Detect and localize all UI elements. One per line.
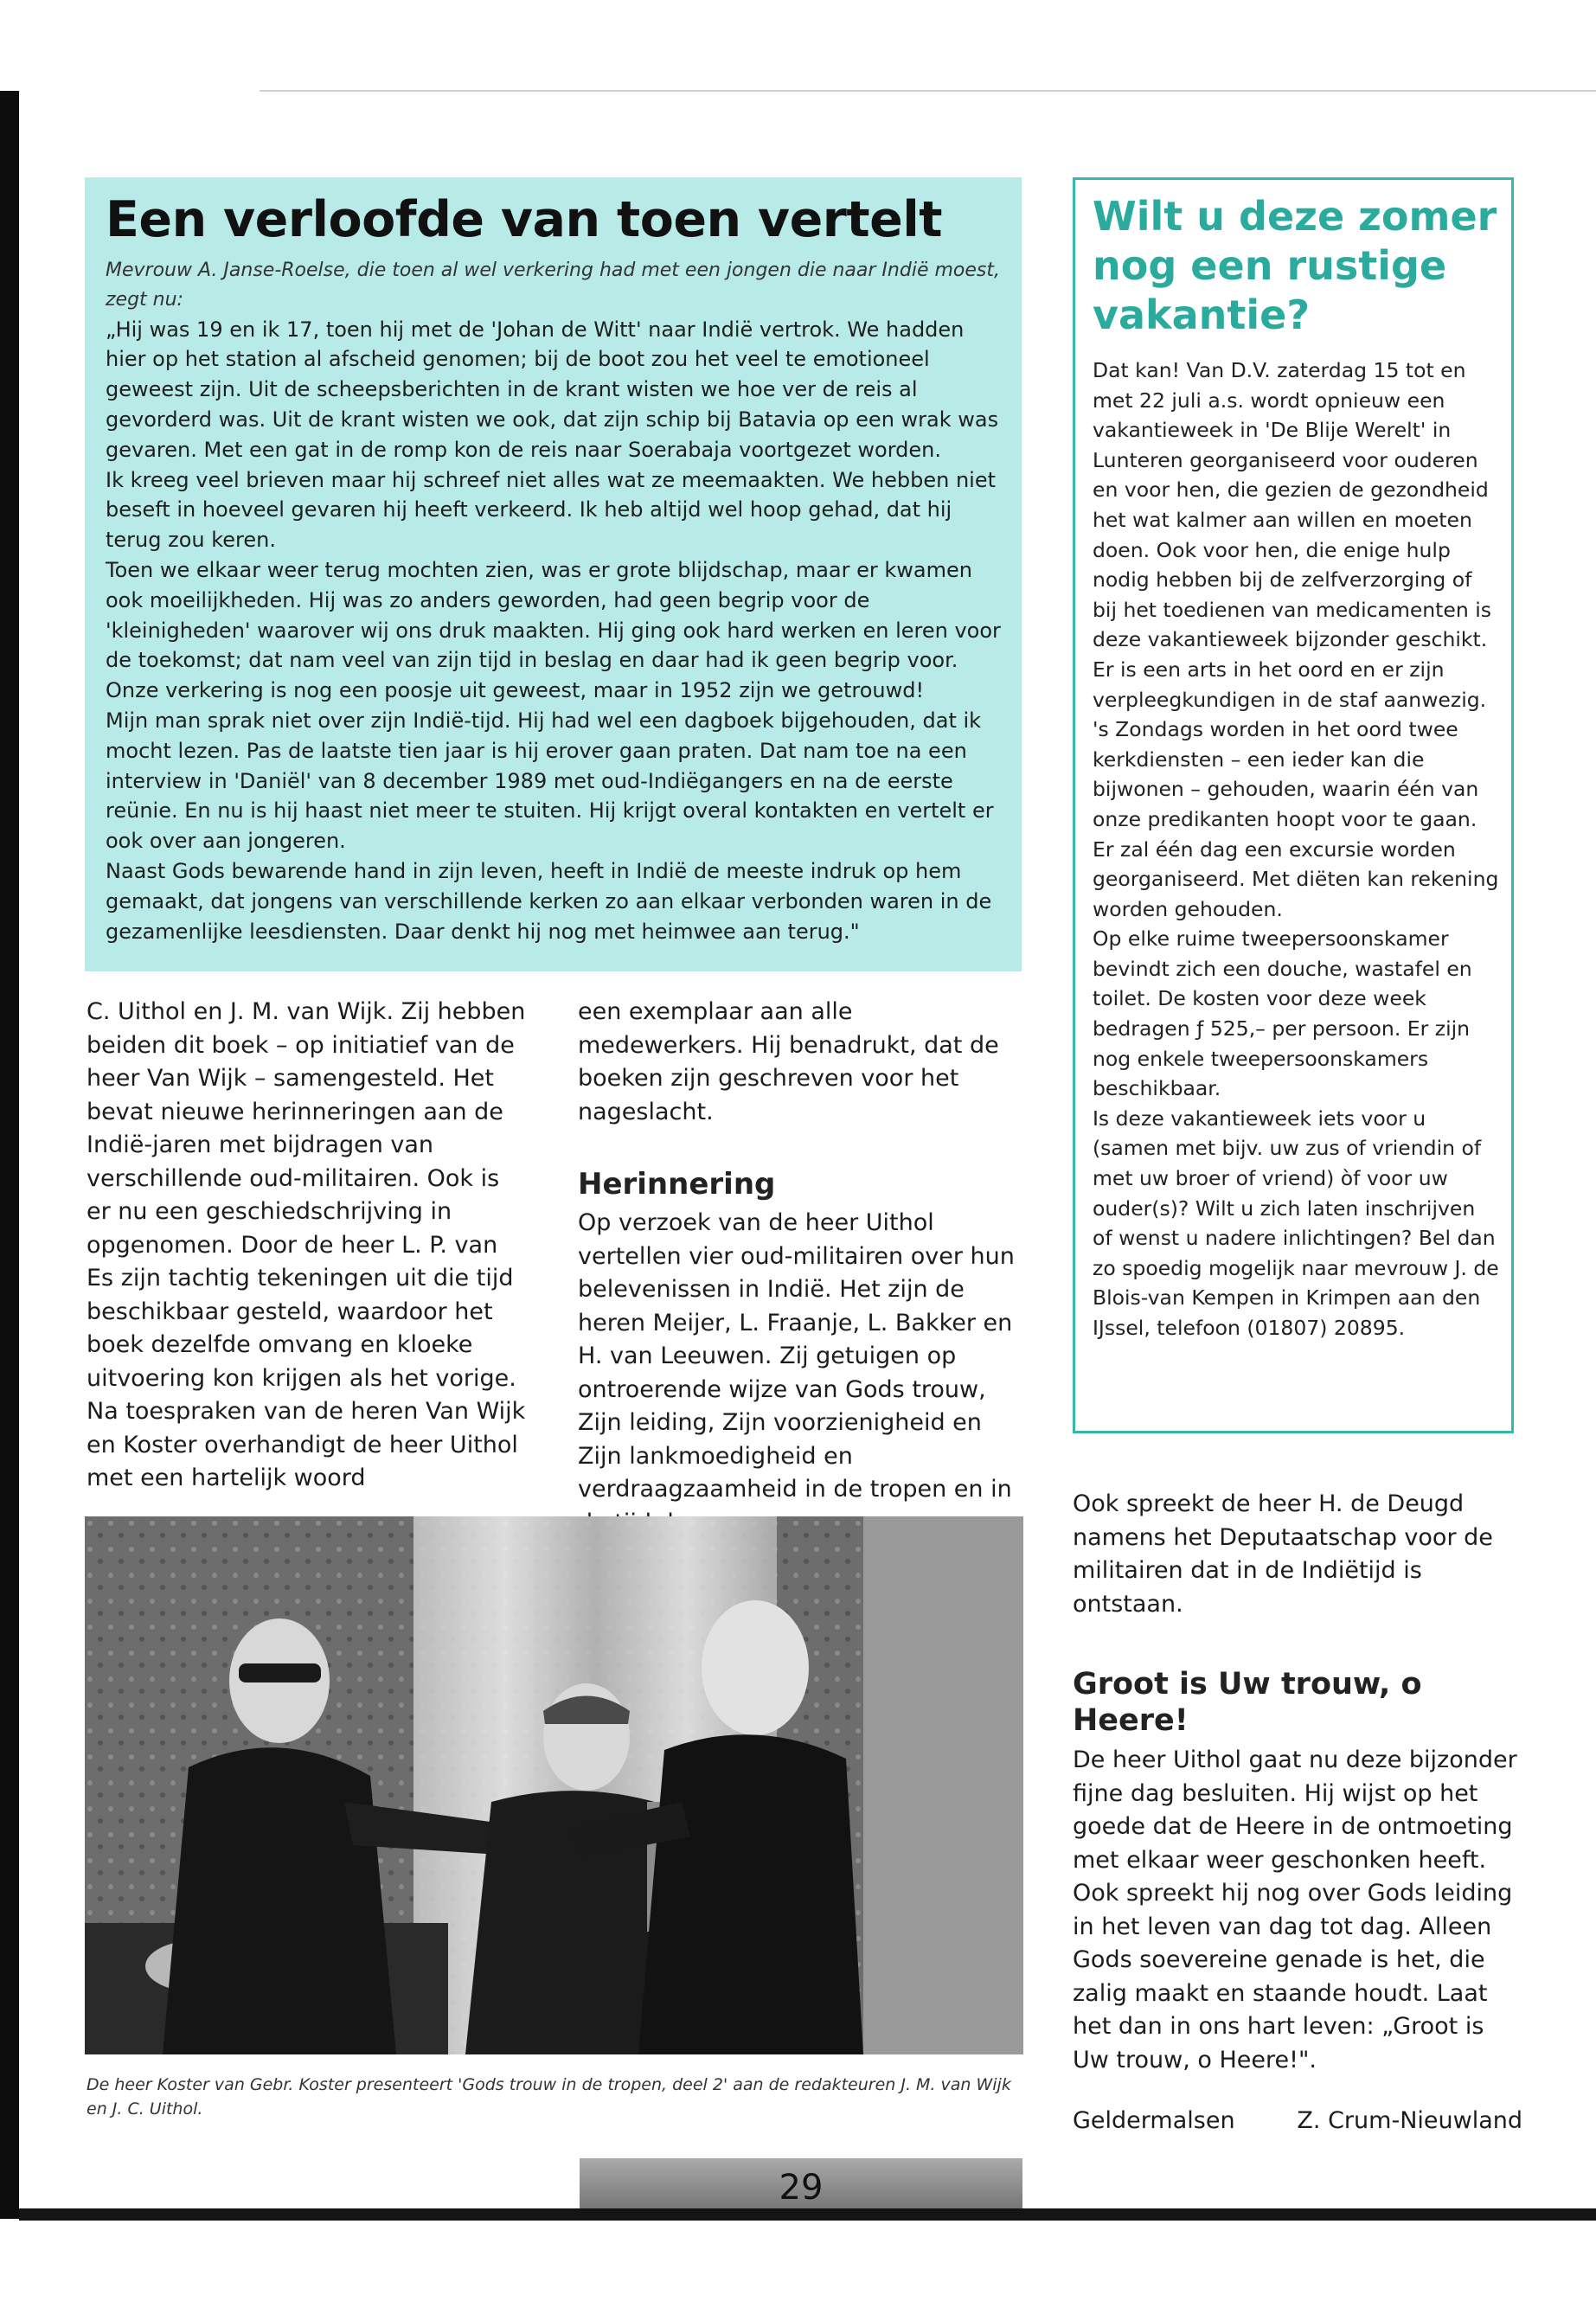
box-paragraph: Onze verkering is nog een poosje uit geweest, maar in 1952 zijn we getrouwd! <box>106 678 925 703</box>
box-paragraph: Naast Gods bewarende hand in zijn leven, heeft in Indië de meeste indruk op hem gemaakt, dat jongens van verschillende kerken zo aan elkaar verbonden waren in de gezamenlijke leesdiensten. Daar denkt hij nog met heimwee aan terug." <box>106 859 992 944</box>
article-column-1 <box>87 996 528 1496</box>
signature <box>1073 2105 1522 2138</box>
article-text: Ook spreekt de heer H. de Deugd namens het Deputaatschap voor de militairen dat in de Indiëtijd is ontstaan. <box>1073 1490 1493 1618</box>
highlight-box-fiancee <box>85 177 1022 971</box>
page-number: 29 <box>779 2168 824 2208</box>
article-column-3 <box>1073 1488 1522 2138</box>
scan-left-edge <box>0 91 19 2219</box>
box-title: Een verloofde van toen vertelt <box>106 191 943 248</box>
article-text: De heer Uithol gaat nu deze bijzonder fijne dag besluiten. Hij wijst op het goede dat de Heere in de ontmoeting met elkaar weer geschonken heeft. Ook spreekt hij nog over Gods leiding in het leven van dag tot dag. Alleen Gods soevereine genade is het, die zalig maakt en staande houdt. Laat het dan in ons hart leven: „Groot is Uw trouw, o Heere!". <box>1073 1747 1517 2073</box>
presentation-photo <box>85 1516 1023 2054</box>
signature-place: Geldermalsen <box>1073 2107 1235 2134</box>
box-paragraph: Ik kreeg veel brieven maar hij schreef niet alles wat ze meemaakten. We hebben niet beseft in hoeveel gevaren hij heeft verkeerd. Ik heb altijd wel hoop gehad, dat hij terug zou keren. <box>106 467 996 553</box>
scan-bottom-edge <box>19 2208 1596 2221</box>
box-paragraph: „Hij was 19 en ik 17, toen hij met de 'Johan de Witt' naar Indië vertrok. We hadden hier op het station al afscheid genomen; bij de boot zou het veel te emotioneel geweest zijn. Uit de scheepsberichten in de krant wisten we hoe ver de reis al gevorderd was. Uit de krant wisten we ook, dat zijn schip bij Batavia op een wrak was gevaren. Met een gat in de romp kon de reis naar Soerabaja voortgezet worden. <box>106 317 999 462</box>
sidebar-vacation-box <box>1073 177 1514 1433</box>
article-text: een exemplaar aan alle medewerkers. Hij benadrukt, dat de boeken zijn geschreven voor het nageslacht. <box>578 998 999 1125</box>
sidebar-title: Wilt u deze zomer nog een rustige vakantie? <box>1093 193 1497 338</box>
sidebar-paragraph: Dat kan! Van D.V. zaterdag 15 tot en met 22 juli a.s. wordt opnieuw een vakantieweek in 'De Blije Werelt' in Lunteren georganiseerd voor ouderen en voor hen, die gezien de gezondheid het wat kalmer aan willen en moeten doen. Ook voor hen, die enige hulp nodig hebben bij de zelfverzorging of bij het toedienen van medicamenten is deze vakantieweek bijzonder geschikt. <box>1093 358 1491 652</box>
groot-heading: Groot is Uw trouw, o Heere! <box>1073 1667 1422 1738</box>
box-paragraph: Mijn man sprak niet over zijn Indië-tijd. Hij had wel een dagboek bijgehouden, dat ik mocht lezen. Pas de laatste tien jaar is hij erover gaan praten. Dat nam toe na een interview in 'Daniël' van 8 december 1989 met oud-Indiëgangers en na de eerste reünie. En nu is hij haast niet meer te stuiten. Hij krijgt overal kontakten en vertelt er ook over aan jongeren. <box>106 708 994 854</box>
photo-illustration <box>85 1516 1023 2054</box>
signature-name: Z. Crum-Nieuwland <box>1297 2107 1522 2134</box>
sidebar-paragraph: Er is een arts in het oord en er zijn verpleegkundigen in de staf aanwezig. 's Zondags worden in het oord twee kerkdiensten – een ieder kan die bijwonen – gehouden, waarin één van onze predikanten hoopt voor te gaan. Er zal één dag een excursie worden georganiseerd. Met diëten kan rekening worden gehouden. <box>1093 657 1499 921</box>
scan-top-edge <box>260 90 1596 92</box>
photo-caption: De heer Koster van Gebr. Koster presenteert 'Gods trouw in de tropen, deel 2' aan de redakteuren J. M. van Wijk en J. C. Uithol. <box>87 2075 1011 2118</box>
article-column-2 <box>578 996 1023 1540</box>
herinnering-heading: Herinnering <box>578 1167 776 1202</box>
box-paragraph: Toen we elkaar weer terug mochten zien, was er grote blijdschap, maar er kwamen ook moeilijkheden. Hij was zo anders geworden, had geen begrip voor de 'kleinigheden' waarover wij ons druk maakten. Hij ging ook hard werken en leren voor de toekomst; dat nam veel van zijn tijd in beslag en daar had ik geen begrip voor. <box>106 558 1001 673</box>
sidebar-paragraph: Is deze vakantieweek iets voor u (samen met bijv. uw zus of vriendin of met uw broer of vriend) òf voor uw ouder(s)? Wilt u zich laten inschrijven of wenst u nadere inlichtingen? Bel dan zo spoedig mogelijk naar mevrouw J. de Blois-van Kempen in Krimpen aan den IJssel, telefoon (01807) 20895. <box>1093 1106 1499 1340</box>
box-intro: Mevrouw A. Janse-Roelse, die toen al wel verkering had met een jongen die naar Indië moest, zegt nu: <box>106 259 1000 311</box>
sidebar-paragraph: Op elke ruime tweepersoonskamer bevindt zich een douche, wastafel en toilet. De kosten voor deze week bedragen ƒ 525,– per persoon. Er zijn nog enkele tweepersoonskamers beschikbaar. <box>1093 926 1472 1101</box>
article-text: Op verzoek van de heer Uithol vertellen vier oud-militairen over hun belevenissen in Indië. Het zijn de heren Meijer, L. Fraanje, L. Bakker en H. van Leeuwen. Zij getuigen op ontroerende wijze van Gods trouw, Zijn leiding, Zijn voorzienigheid en Zijn lankmoedigheid en verdraagzaamheid in de tropen en in <box>578 1209 1015 1503</box>
article-text: C. Uithol en J. M. van Wijk. Zij hebben beiden dit boek – op initiatief van de heer Van Wijk – samengesteld. Het bevat nieuwe herinneringen aan de Indië-jaren met bijdragen van verschillende oud-militairen. Ook is er nu een geschiedschrijving in opgenomen. Door de heer L. P. van Es zijn tachtig tekeningen uit die tijd beschikbaar gesteld, waardoor het boek dezelfde omvang en kloeke uitvoering kon krijgen als het vorige. Na toespraken van de heren Van Wijk en Koster overhandigt de heer Uithol met een hartelijk woord <box>87 998 526 1491</box>
